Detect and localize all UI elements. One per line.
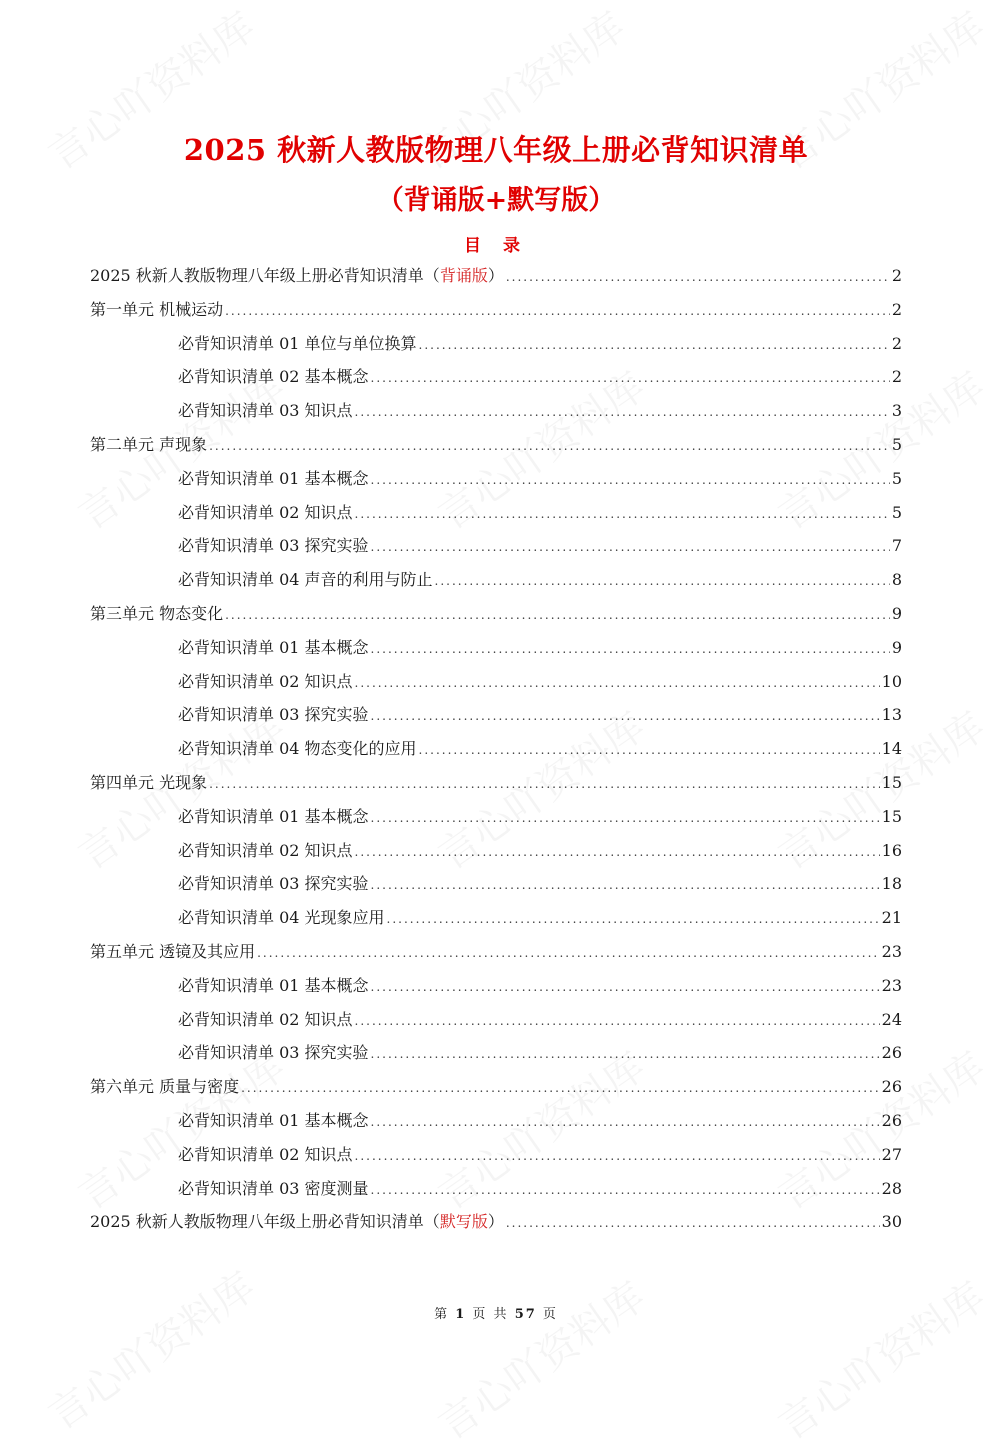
page-footer bbox=[0, 1303, 992, 1322]
toc-entry-label bbox=[178, 330, 417, 358]
toc-dot-leader bbox=[355, 398, 890, 426]
toc-entry-label bbox=[90, 769, 207, 797]
toc-dot-leader bbox=[435, 567, 890, 595]
toc-entry-label bbox=[90, 1073, 239, 1101]
toc-page-number: 10 bbox=[881, 671, 902, 691]
toc-entry-subsection[interactable] bbox=[90, 972, 902, 1006]
toc-entry-label bbox=[178, 701, 369, 729]
toc-entry-label bbox=[178, 1141, 353, 1169]
toc-entry-label bbox=[178, 904, 385, 932]
toc-heading: 目 录 bbox=[464, 236, 528, 256]
toc-page-number: 13 bbox=[881, 705, 902, 725]
toc-dot-leader bbox=[371, 804, 880, 832]
toc-entry-label bbox=[178, 566, 433, 594]
toc-label-text: 第二单元 声现象 bbox=[90, 434, 208, 454]
toc-dot-leader bbox=[371, 871, 880, 899]
toc-dot-leader bbox=[209, 432, 890, 460]
toc-entry-label bbox=[178, 837, 353, 865]
toc-page-number: 27 bbox=[881, 1144, 902, 1164]
toc-entry-subsection[interactable] bbox=[90, 634, 902, 668]
toc-page-number: 8 bbox=[891, 570, 902, 590]
toc-page-number: 2 bbox=[891, 367, 902, 387]
toc-page-number: 15 bbox=[881, 772, 902, 792]
toc-dot-leader bbox=[225, 601, 890, 629]
toc-label-text: 必背知识清单 01 基本概念 bbox=[178, 468, 369, 488]
toc-page-number: 26 bbox=[881, 1043, 902, 1063]
footer-suffix: 页 bbox=[542, 1307, 558, 1322]
toc-entry-subsection[interactable] bbox=[90, 735, 902, 769]
toc-page-number: 14 bbox=[881, 739, 902, 759]
toc-page-number: 2 bbox=[891, 333, 902, 353]
toc-dot-leader bbox=[355, 669, 880, 697]
toc-dot-leader bbox=[371, 1176, 880, 1204]
toc-dot-leader bbox=[419, 736, 880, 764]
toc-label-text: 必背知识清单 01 单位与单位换算 bbox=[178, 333, 417, 353]
document-title: 2025 秋新人教版物理八年级上册必背知识清单 bbox=[183, 133, 809, 167]
footer-middle: 页 共 bbox=[472, 1307, 509, 1322]
toc-label-text: 第六单元 质量与密度 bbox=[90, 1077, 240, 1097]
toc-label-text: 2025 秋新人教版物理八年级上册必背知识清单（ bbox=[90, 266, 440, 285]
toc-entry-section[interactable] bbox=[90, 262, 902, 296]
toc-page-number: 28 bbox=[881, 1178, 902, 1198]
toc-page-number: 30 bbox=[881, 1212, 902, 1232]
toc-entry-label bbox=[90, 296, 223, 324]
toc-entry-subsection[interactable] bbox=[90, 668, 902, 702]
toc-entry-subsection[interactable] bbox=[90, 363, 902, 397]
toc-entry-label bbox=[90, 262, 504, 290]
toc-label-text: 必背知识清单 02 知识点 bbox=[178, 840, 353, 860]
toc-dot-leader bbox=[355, 1142, 880, 1170]
toc-entry-section[interactable] bbox=[90, 1073, 902, 1107]
toc-label-text: 第五单元 透镜及其应用 bbox=[90, 941, 256, 961]
toc-entry-subsection[interactable] bbox=[90, 803, 902, 837]
toc-page-number: 7 bbox=[891, 536, 902, 556]
toc-label-text: 必背知识清单 03 密度测量 bbox=[178, 1178, 369, 1198]
toc-entry-subsection[interactable] bbox=[90, 532, 902, 566]
toc-page-number: 5 bbox=[891, 434, 902, 454]
toc-entry-section[interactable] bbox=[90, 296, 902, 330]
toc-entry-subsection[interactable] bbox=[90, 1006, 902, 1040]
toc-entry-subsection[interactable] bbox=[90, 837, 902, 871]
toc-entry-subsection[interactable] bbox=[90, 1039, 902, 1073]
toc-entry-label bbox=[178, 803, 369, 831]
toc-dot-leader bbox=[257, 939, 880, 967]
toc-dot-leader bbox=[371, 466, 890, 494]
toc-dot-leader bbox=[241, 1074, 880, 1102]
toc-label-text: 必背知识清单 02 知识点 bbox=[178, 1144, 353, 1164]
watermark-text bbox=[765, 1266, 992, 1450]
toc-page-number: 15 bbox=[881, 806, 902, 826]
toc-label-text: 必背知识清单 02 基本概念 bbox=[178, 367, 369, 387]
toc-page-number: 5 bbox=[891, 468, 902, 488]
toc-page-number: 3 bbox=[891, 401, 902, 421]
toc-dot-leader bbox=[225, 297, 890, 325]
toc-entry-label bbox=[178, 735, 417, 763]
toc-entry-label bbox=[178, 870, 369, 898]
toc-dot-leader bbox=[387, 905, 880, 933]
toc-entry-section[interactable] bbox=[90, 431, 902, 465]
toc-entry-section[interactable] bbox=[90, 938, 902, 972]
toc-label-text: 必背知识清单 03 知识点 bbox=[178, 401, 353, 421]
toc-entry-label bbox=[90, 431, 207, 459]
toc-label-suffix: ） bbox=[487, 266, 504, 285]
toc-dot-leader bbox=[355, 1007, 880, 1035]
toc-entry-section[interactable] bbox=[90, 769, 902, 803]
toc-label-highlight: 默写版 bbox=[439, 1212, 488, 1232]
toc-dot-leader bbox=[371, 702, 880, 730]
toc-page-number: 9 bbox=[891, 637, 902, 657]
toc-dot-leader bbox=[371, 1040, 880, 1068]
toc-label-text: 必背知识清单 04 光现象应用 bbox=[178, 908, 385, 928]
toc-entry-subsection[interactable] bbox=[90, 701, 902, 735]
toc-dot-leader bbox=[371, 635, 890, 663]
toc-entry-label bbox=[90, 600, 223, 628]
toc-page-number: 18 bbox=[881, 874, 902, 894]
toc-dot-leader bbox=[506, 1209, 880, 1237]
toc-label-suffix: ） bbox=[487, 1212, 504, 1232]
toc-entry-label bbox=[178, 397, 353, 425]
toc-page-number: 23 bbox=[881, 975, 902, 995]
toc-entry-label bbox=[178, 465, 369, 493]
toc-page-number: 5 bbox=[891, 502, 902, 522]
toc-label-text: 必背知识清单 04 声音的利用与防止 bbox=[178, 570, 433, 590]
toc-entry-subsection[interactable] bbox=[90, 465, 902, 499]
toc-entry-subsection[interactable] bbox=[90, 904, 902, 938]
toc-entry-label bbox=[178, 972, 369, 1000]
toc-page-number: 24 bbox=[881, 1009, 902, 1029]
toc-entry-subsection[interactable] bbox=[90, 397, 902, 431]
toc-entry-section[interactable] bbox=[90, 1208, 902, 1242]
toc-entry-subsection[interactable] bbox=[90, 1141, 902, 1175]
watermark-text bbox=[35, 1256, 264, 1440]
toc-label-text: 必背知识清单 01 基本概念 bbox=[178, 975, 369, 995]
toc-label-text: 必背知识清单 02 知识点 bbox=[178, 502, 353, 522]
toc-label-text: 必背知识清单 03 探究实验 bbox=[178, 874, 369, 894]
toc-entry-label bbox=[178, 1006, 353, 1034]
toc-page-number: 9 bbox=[891, 603, 902, 623]
toc-label-text: 必背知识清单 01 基本概念 bbox=[178, 637, 369, 657]
toc-dot-leader bbox=[371, 364, 890, 392]
toc-entry-subsection[interactable] bbox=[90, 330, 902, 364]
toc-entry-label bbox=[178, 1175, 369, 1203]
current-page-number: 1 bbox=[455, 1307, 467, 1322]
toc-page-number: 16 bbox=[881, 840, 902, 860]
toc-label-text: 必背知识清单 02 知识点 bbox=[178, 1009, 353, 1029]
toc-dot-leader bbox=[371, 973, 880, 1001]
toc-dot-leader bbox=[355, 838, 880, 866]
toc-label-text: 必背知识清单 01 基本概念 bbox=[178, 806, 369, 826]
toc-entry-label bbox=[90, 1208, 504, 1236]
toc-label-text: 必背知识清单 03 探究实验 bbox=[178, 536, 369, 556]
toc-label-text: 必背知识清单 01 基本概念 bbox=[178, 1110, 369, 1130]
toc-label-text: 必背知识清单 02 知识点 bbox=[178, 671, 353, 691]
toc-entry-label bbox=[90, 938, 255, 966]
toc-entry-label bbox=[178, 634, 369, 662]
toc-entry-label bbox=[178, 499, 353, 527]
watermark-text bbox=[425, 1266, 654, 1450]
toc-dot-leader bbox=[506, 263, 890, 291]
toc-page-number: 21 bbox=[881, 908, 902, 928]
toc-entry-label bbox=[178, 1107, 369, 1135]
toc-label-text: 第一单元 机械运动 bbox=[90, 299, 224, 319]
toc-entry-label bbox=[178, 668, 353, 696]
document-subtitle: （背诵版+默写版） bbox=[376, 185, 616, 216]
toc-label-highlight: 背诵版 bbox=[439, 266, 488, 285]
total-pages: 57 bbox=[514, 1307, 537, 1322]
toc-dot-leader bbox=[419, 331, 890, 359]
toc-entry-subsection[interactable] bbox=[90, 499, 902, 533]
toc-label-text: 必背知识清单 03 探究实验 bbox=[178, 1043, 369, 1063]
toc-label-text: 第四单元 光现象 bbox=[90, 772, 208, 792]
toc-label-text: 必背知识清单 03 探究实验 bbox=[178, 705, 369, 725]
toc-entry-label bbox=[178, 1039, 369, 1067]
toc-page-number: 2 bbox=[891, 266, 902, 285]
toc-dot-leader bbox=[355, 500, 890, 528]
toc-label-text: 第三单元 物态变化 bbox=[90, 603, 224, 623]
toc-entry-subsection[interactable] bbox=[90, 1175, 902, 1209]
toc-entry-subsection[interactable] bbox=[90, 1107, 902, 1141]
toc-label-text: 2025 秋新人教版物理八年级上册必背知识清单（ bbox=[90, 1212, 440, 1232]
table-of-contents bbox=[90, 262, 902, 1242]
toc-entry-label bbox=[178, 532, 369, 560]
toc-entry-subsection[interactable] bbox=[90, 566, 902, 600]
toc-entry-section[interactable] bbox=[90, 600, 902, 634]
toc-page-number: 23 bbox=[881, 941, 902, 961]
toc-dot-leader bbox=[371, 1108, 880, 1136]
footer-prefix: 第 bbox=[434, 1307, 450, 1322]
toc-entry-label bbox=[178, 363, 369, 391]
toc-entry-subsection[interactable] bbox=[90, 870, 902, 904]
toc-dot-leader bbox=[209, 770, 880, 798]
toc-dot-leader bbox=[371, 533, 890, 561]
toc-label-text: 必背知识清单 04 物态变化的应用 bbox=[178, 739, 417, 759]
toc-page-number: 2 bbox=[891, 299, 902, 319]
toc-page-number: 26 bbox=[881, 1110, 902, 1130]
toc-page-number: 26 bbox=[881, 1077, 902, 1097]
